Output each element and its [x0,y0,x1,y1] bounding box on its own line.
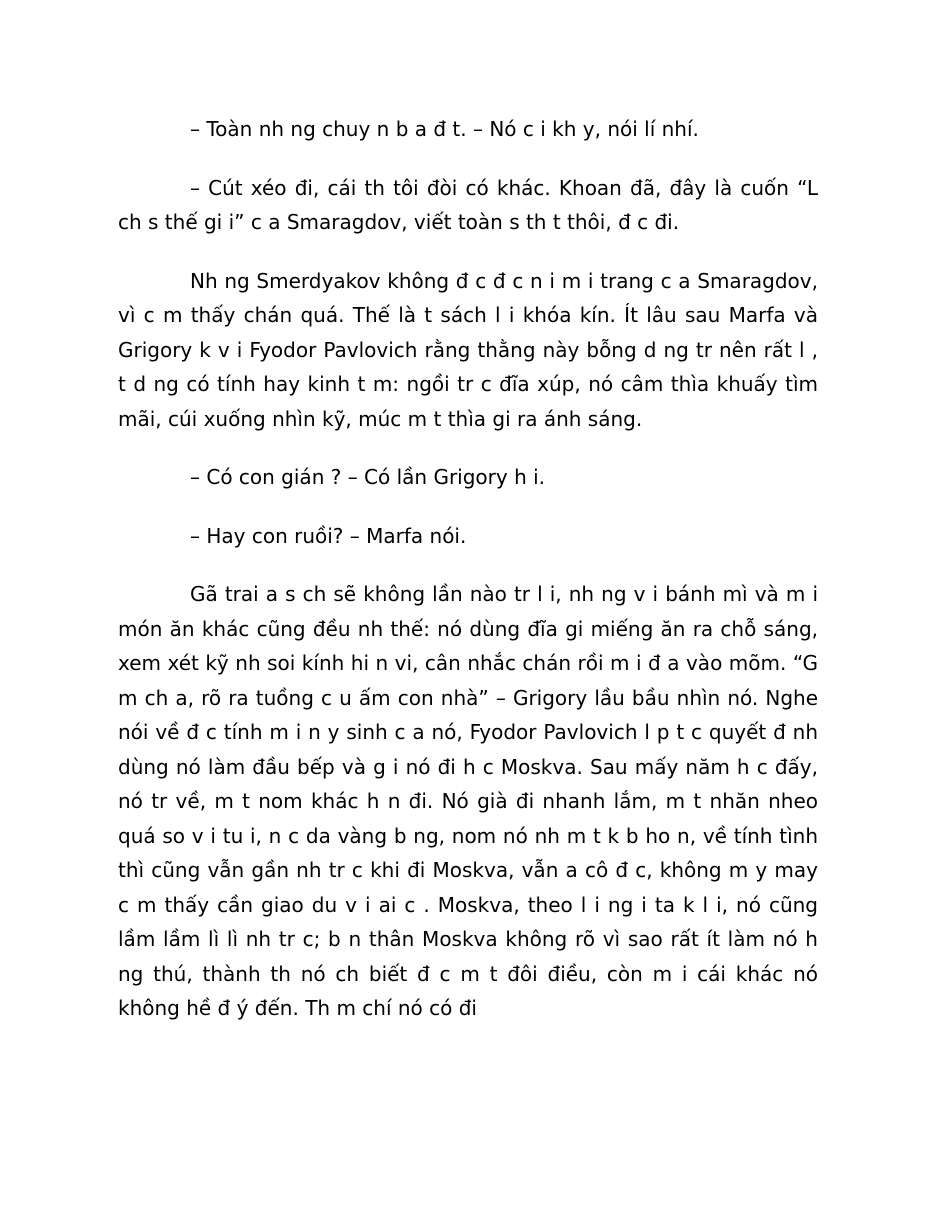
document-page [118,112,818,1026]
paragraph-smerdyakov: Nh ng Smerdyakov không đ c đ c n i m i trang c a Smaragdov, vì c m thấy chán quá. Thế là t sách l i khóa kín. Ít lâu sau Marfa và Grigory k v i Fyodor Pavlovich rằng thằng này bỗng d ng tr nên rất l , t d ng có tính hay kinh t m: ngồi tr c đĩa xúp, nó câm thìa khuấy tìm mãi, cúi xuống nhìn kỹ, múc m t thìa gi ra ánh sáng. [118,268,818,431]
paragraph-moskva: Gã trai a s ch sẽ không lần nào tr l i, nh ng v i bánh mì và m i món ăn khác cũng đều nh thế: nó dùng đĩa gi miếng ăn ra chỗ sáng, xem xét kỹ nh soi kính hi n vi, cân nhắc chán rồi m i đ a vào mõm. “G m ch a, rõ ra tuồng c u ấm con nhà” – Grigory lầu bầu nhìn nó. Nghe nói về đ c tính m i n y sinh c a nó, Fyodor Pavlovich l p t c quyết đ nh dùng nó làm đầu bếp và g i nó đi h c Moskva. Sau mấy năm h c đấy, nó tr về, m t nom khác h n đi. Nó già đi nhanh lắm, m t nhăn nheo quá so v i tu i, n c da vàng b ng, nom nó nh m t k b ho n, về tính tình thì cũng vẫn gần nh tr c khi đi Moskva, vẫn a cô đ c, không m y may c m thấy cần giao du v i ai c . Moskva, theo l i ng i ta k l i, nó cũng lầm lầm lì lì nh tr c; b n thân Moskva không rõ vì sao rất ít làm nó h ng thú, thành th nó ch biết đ c m t đôi điều, còn m i cái khác nó không hề đ ý đến. Th m chí nó có đi [118,582,818,1020]
dialogue-line-2: – Cút xéo đi, cái th tôi đòi có khác. Khoan đã, đây là cuốn “L ch s thế gi i” c a Smaragdov, viết toàn s th t thôi, đ c đi. [118,175,818,234]
dialogue-line-4: – Hay con ruồi? – Marfa nói. [190,523,467,548]
dialogue-line-3: – Có con gián ? – Có lần Grigory h i. [190,465,546,489]
dialogue-line-1: – Toàn nh ng chuy n b a đ t. – Nó c i kh y, nói lí nhí. [190,117,699,141]
